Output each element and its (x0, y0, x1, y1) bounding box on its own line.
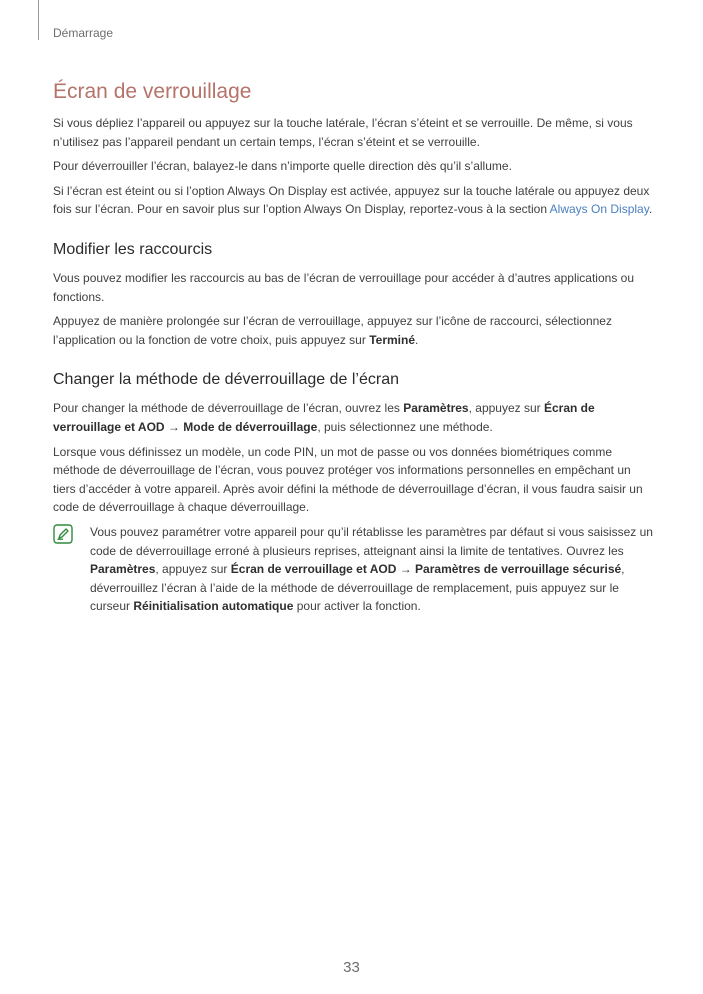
unlock-paragraph-2: Lorsque vous définissez un modèle, un code PIN, un mot de passe ou vos données biométriques comme méthode de déverrouillage de l’écran, vous pouvez protéger vos informations personnelles en empêchant un tiers d’accéder à votre appareil. Après avoir défini la méthode de déverrouillage d’écran, il vous faudra saisir un code de déverrouillage à chaque déverrouillage. (53, 444, 643, 515)
intro-paragraph-1: Si vous dépliez l’appareil ou appuyez sur la touche latérale, l’écran s’éteint et se verrouille. De même, si vous n’utilisez pas l’appareil pendant un certain temps, l’écran s’éteint et se verrouille. (53, 116, 633, 149)
page-number: 33 (343, 959, 360, 976)
note-text-c: , appuyez sur (155, 562, 231, 577)
unlock-method-section (53, 371, 653, 616)
ecran-verrouillage-aod-label: Écran de verrouillage et AOD (53, 401, 595, 434)
section-breadcrumb: Démarrage (53, 26, 114, 40)
header-divider (38, 0, 39, 40)
shortcuts-paragraph-2-text: Appuyez de manière prolongée sur l’écran de verrouillage, appuyez sur l’icône de raccourci, sélectionnez l’application ou la fonction de votre choix, puis appuyez sur (53, 314, 612, 347)
intro-paragraph-3 (53, 182, 653, 219)
note-text-a: Vous pouvez paramétrer votre appareil pour qu’il rétablisse les paramètres par défaut si vous saisissez un code de déverrouillage erroné à plusieurs reprises, atteignant ainsi la limite de tentatives. Ouvrez les (90, 524, 653, 558)
intro-paragraph-3-end: . (648, 202, 653, 217)
unlock-p1-text-c: , appuyez sur (468, 401, 544, 416)
shortcuts-paragraph-2 (53, 312, 653, 349)
note-pencil-icon (53, 524, 73, 544)
unlock-paragraph-1 (53, 399, 653, 436)
mode-deverrouillage-label: Mode de déverrouillage (183, 419, 318, 434)
shortcuts-paragraph-1: Vous pouvez modifier les raccourcis au bas de l’écran de verrouillage pour accéder à d’autres applications ou fonctions. (53, 270, 634, 304)
note-block (53, 523, 653, 616)
always-on-display-link[interactable]: Always On Display (549, 202, 649, 217)
note-text-g: , déverrouillez l’écran à l’aide de la méthode de déverrouillage de remplacement, puis appuyez sur le curseur (90, 562, 625, 614)
intro-paragraph-3-text: Si l’écran est éteint ou si l’option Always On Display est activée, appuyez sur la touche latérale ou appuyez deux fois sur l’écran. Pour en savoir plus sur l’option Always On Display, reportez-vous à la section (53, 183, 650, 217)
page-title: Écran de verrouillage (53, 80, 252, 103)
note-verrouillage-securise-label: Paramètres de verrouillage sécurisé (415, 562, 622, 577)
page-content (53, 80, 653, 616)
parametres-label: Paramètres (403, 401, 469, 416)
note-text (90, 523, 653, 616)
note-parametres-label: Paramètres (90, 562, 156, 577)
shortcuts-paragraph-2-end: . (415, 332, 419, 347)
termine-label: Terminé (369, 332, 415, 347)
note-arrow-separator: → (396, 562, 416, 577)
shortcuts-section (53, 241, 653, 349)
unlock-method-heading: Changer la méthode de déverrouillage de l’écran (53, 371, 399, 389)
note-text-i: pour activer la fonction. (293, 599, 421, 614)
unlock-p1-text-a: Pour changer la méthode de déverrouillage de l’écran, ouvrez les (53, 401, 404, 416)
arrow-separator: → (164, 419, 184, 434)
reinitialisation-automatique-label: Réinitialisation automatique (133, 599, 294, 614)
shortcuts-heading: Modifier les raccourcis (53, 240, 213, 258)
intro-paragraph-2: Pour déverrouiller l’écran, balayez-le dans n’importe quelle direction dès qu’il s’allume. (53, 159, 512, 174)
unlock-p1-text-g: , puis sélectionnez une méthode. (317, 419, 493, 434)
note-ecran-verrouillage-aod-label: Écran de verrouillage et AOD (230, 562, 397, 577)
